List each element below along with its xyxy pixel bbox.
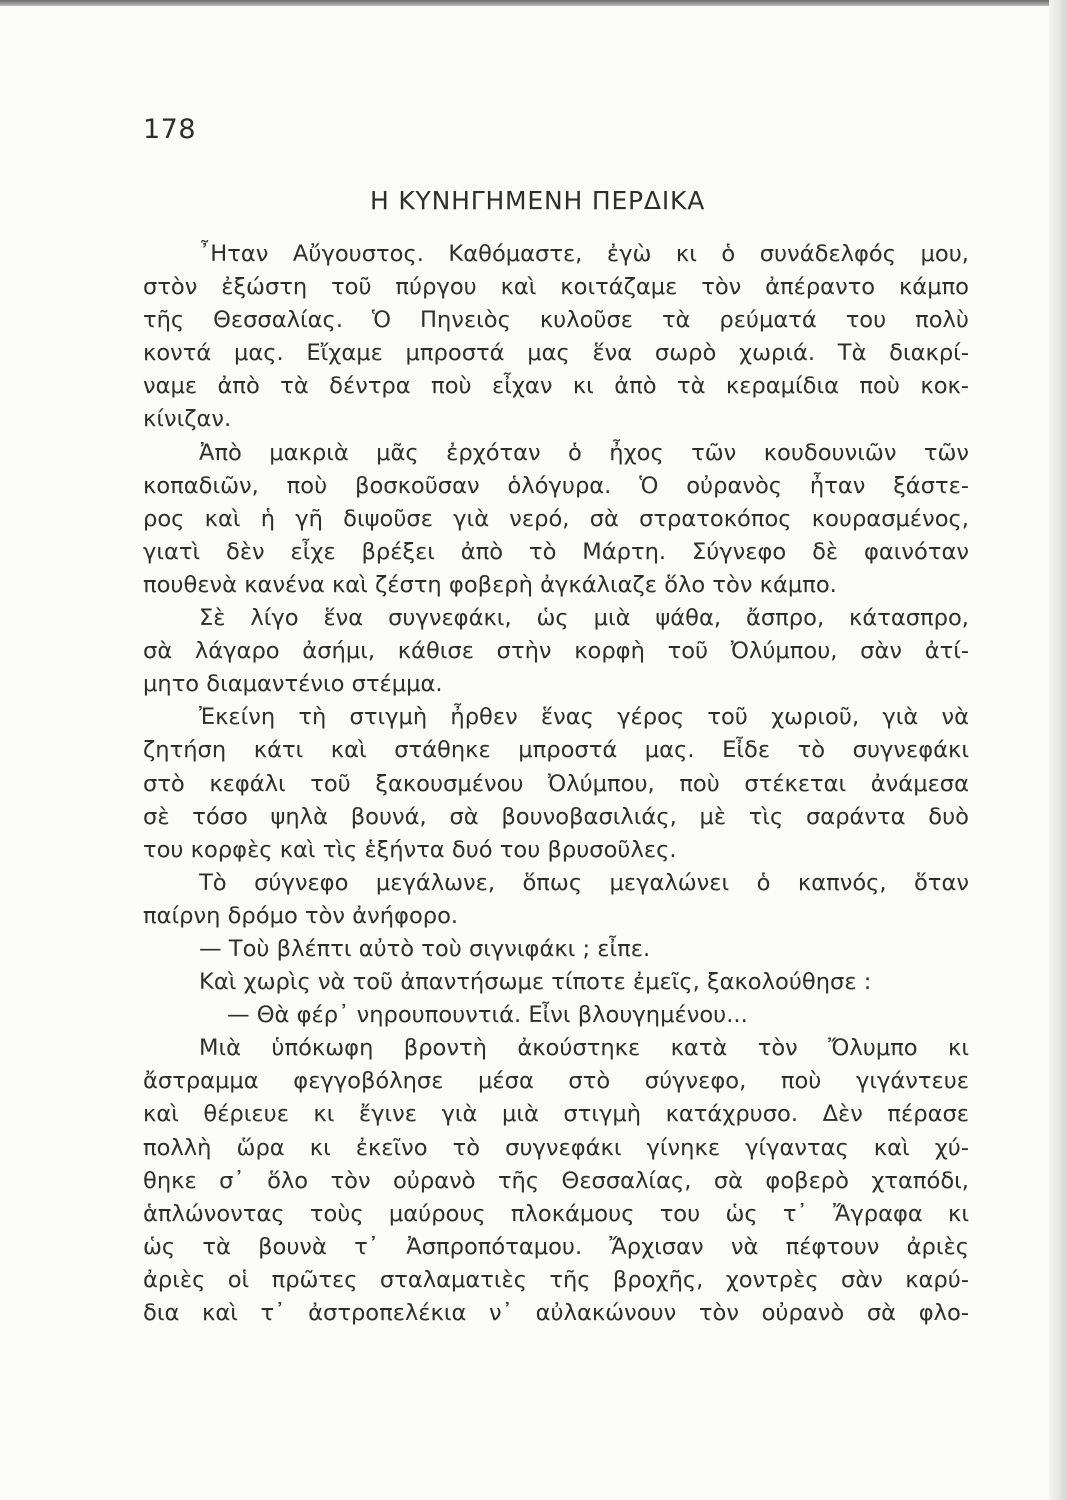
text-line: Ἀπὸ μακριὰ μᾶς ἐρχόταν ὁ ἦχος τῶν κουδουνιῶν τῶν	[199, 439, 969, 466]
text-line: Μιὰ ὑπόκωφη βροντὴ ἀκούστηκε κατὰ τὸν Ὄλυμπο κι	[199, 1035, 969, 1062]
text-line: σὰ λάγαρο ἀσήμι, κάθισε στὴν κορφὴ τοῦ Ὀλύμπου, σὰν ἀτί-	[143, 638, 969, 665]
text-line: στὸν ἐξώστη τοῦ πύργου καὶ κοιτάζαμε τὸν ἀπέραντο κάμπο	[143, 274, 969, 301]
text-line: σὲ τόσο ψηλὰ βουνά, σὰ βουνοβασιλιάς, μὲ τὶς σαράντα δυὸ	[143, 803, 969, 830]
body-text	[143, 238, 969, 1330]
page-right-edge	[1049, 0, 1067, 1500]
text-line: Σὲ λίγο ἕνα συγνεφάκι, ὡς μιὰ ψάθα, ἄσπρο, κάτασπρο,	[199, 605, 969, 632]
text-line: του κορφὲς καὶ τὶς ἑξήντα δυό του βρυσοῦλες.	[143, 836, 677, 863]
text-line: Καὶ χωρὶς νὰ τοῦ ἀπαντήσωμε τίποτε ἐμεῖς, ξακολούθησε :	[199, 969, 872, 996]
text-line: ὡς τὰ βουνὰ τ᾽ Ἀσπροπόταμου. Ἄρχισαν νὰ πέφτουν ἀριὲς	[143, 1233, 969, 1260]
text-line: πολλὴ ὥρα κι ἐκεῖνο τὸ συγνεφάκι γίνηκε γίγαντας καὶ χύ-	[143, 1134, 969, 1161]
text-line: πουθενὰ κανένα καὶ ζέστη φοβερὴ ἀγκάλιαζε ὅλο τὸν κάμπο.	[143, 571, 837, 598]
text-line: ἄστραμμα φεγγοβόλησε μέσα στὸ σύγνεφο, ποὺ γιγάντευε	[143, 1068, 969, 1095]
text-line: παίρνη δρόμο τὸν ἀνήφορο.	[143, 902, 459, 929]
chapter-title: Η ΚΥΝΗΓΗΜΕΝΗ ΠΕΡΔΙΚΑ	[370, 186, 706, 215]
text-line: τῆς Θεσσαλίας. Ὁ Πηνειὸς κυλοῦσε τὰ ρεύματά του πολὺ	[143, 307, 969, 334]
page-number: 178	[143, 114, 197, 145]
text-line: κίνιζαν.	[143, 406, 232, 433]
text-line: κοντά μας. Εἴχαμε μπροστά μας ἕνα σωρὸ χωριά. Τὰ διακρί-	[143, 340, 969, 367]
text-line: ζητήση κάτι καὶ στάθηκε μπροστά μας. Εἶδε τὸ συγνεφάκι	[143, 737, 969, 764]
text-line: Ἐκείνη τὴ στιγμὴ ἦρθεν ἕνας γέρος τοῦ χωριοῦ, γιὰ νὰ	[199, 704, 969, 731]
text-line: ρος καὶ ἡ γῆ διψοῦσε γιὰ νερό, σὰ στρατοκόπος κουρασμένος,	[143, 505, 969, 532]
dialogue-line: — Τοὺ βλέπτι αὐτὸ τοὺ σιγνιφάκι ; εἶπε.	[199, 935, 651, 962]
text-line: ναμε ἀπὸ τὰ δέντρα ποὺ εἶχαν κι ἀπὸ τὰ κεραμίδια ποὺ κοκ-	[143, 373, 969, 400]
page-top-edge	[0, 0, 1067, 6]
text-line: γιατὶ δὲν εἶχε βρέξει ἀπὸ τὸ Μάρτη. Σύγνεφο δὲ φαινόταν	[143, 538, 969, 565]
text-line: ἀριὲς οἱ πρῶτες σταλαματιὲς τῆς βροχῆς, χοντρὲς σὰν καρύ-	[143, 1266, 969, 1293]
text-line: ἁπλώνοντας τοὺς μαύρους πλοκάμους του ὡς τ᾽ Ἄγραφα κι	[143, 1200, 969, 1227]
text-line: μητο διαμαντένιο στέμμα.	[143, 671, 443, 698]
text-line: καὶ θέριευε κι ἔγινε γιὰ μιὰ στιγμὴ κατάχρυσο. Δὲν πέρασε	[143, 1101, 969, 1128]
text-line: θηκε σ᾽ ὅλο τὸν οὐρανὸ τῆς Θεσσαλίας, σὰ φοβερὸ χταπόδι,	[143, 1167, 969, 1194]
text-line: στὸ κεφάλι τοῦ ξακουσμένου Ὀλύμπου, ποὺ στέκεται ἀνάμεσα	[143, 770, 969, 797]
text-line: ῏Ηταν Αὔγουστος. Καθόμαστε, ἐγὼ κι ὁ συνάδελφός μου,	[199, 241, 969, 267]
dialogue-line: — Θὰ φέρ᾽ νηρουπουντιά. Εἶνι βλουγημένου...	[227, 1002, 748, 1029]
text-line: κοπαδιῶν, ποὺ βοσκοῦσαν ὁλόγυρα. Ὁ οὐρανὸς ἦταν ξάστε-	[143, 472, 969, 499]
text-line: δια καὶ τ᾽ ἀστροπελέκια ν᾽ αὐλακώνουν τὸν οὐρανὸ σὰ φλο-	[143, 1300, 969, 1326]
text-line: Τὸ σύγνεφο μεγάλωνε, ὅπως μεγαλώνει ὁ καπνός, ὅταν	[199, 869, 969, 896]
